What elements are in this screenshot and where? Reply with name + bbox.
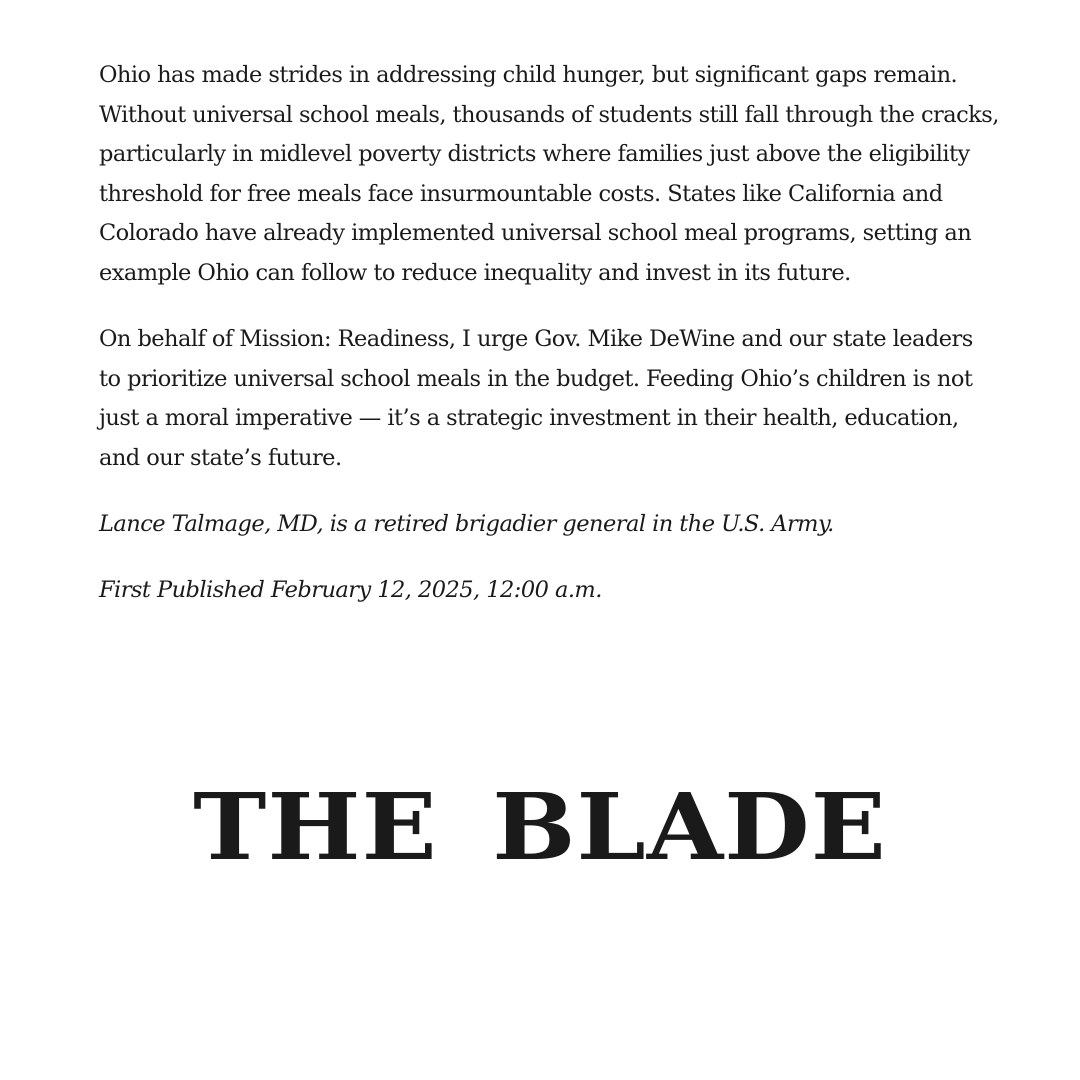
article-paragraph: Ohio has made strides in addressing child hunger, but significant gaps remain. Without universal school meals, thousands of students still fall through the cracks, particularly in midlevel poverty districts where families just above the eligibility threshold for free meals face insurmountable costs. States like California and Colorado have already implemented universal school meal programs, setting an example Ohio can follow to reduce inequality and invest in its future. xyxy=(99,62,999,286)
article-body xyxy=(99,56,999,636)
publication-logo: THE BLADE xyxy=(193,773,887,881)
author-bio: Lance Talmage, MD, is a retired brigadier general in the U.S. Army. xyxy=(99,511,834,537)
article-paragraph: On behalf of Mission: Readiness, I urge Gov. Mike DeWine and our state leaders to prioritize universal school meals in the budget. Feeding Ohio’s children is not just a moral imperative — it’s a strategic investment in their health, education, and our state’s future. xyxy=(99,326,973,471)
publish-date: First Published February 12, 2025, 12:00 a.m. xyxy=(99,576,602,603)
